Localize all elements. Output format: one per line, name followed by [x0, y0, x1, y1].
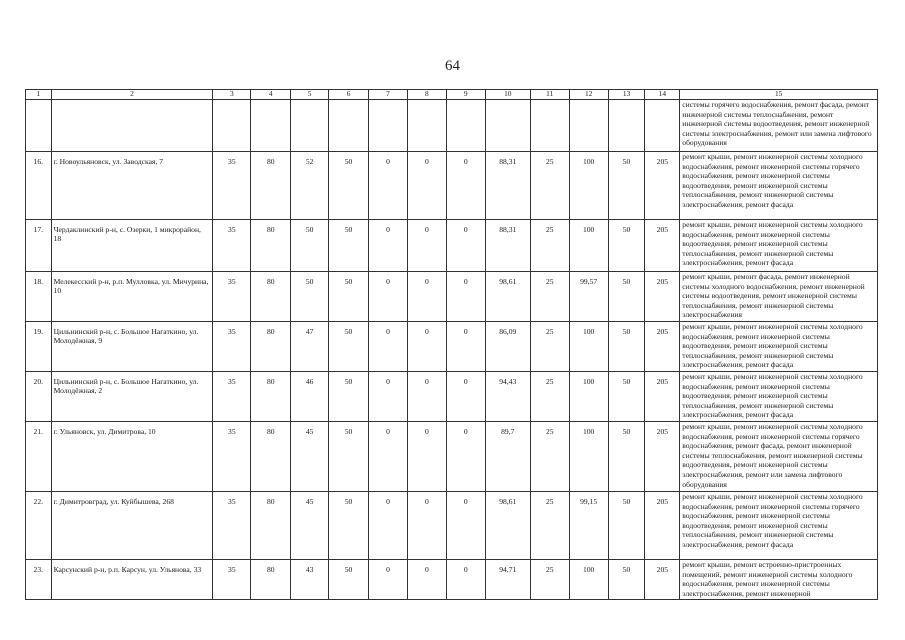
value-cell: 50 [291, 220, 329, 272]
value-cell [213, 100, 251, 152]
value-cell: 47 [291, 322, 329, 372]
value-cell: 100 [569, 560, 608, 600]
works-cell: ремонт крыши, ремонт инженерной системы холодного водоснабжения, ремонт инженерной системы горячего водоснабжения, ремонт инженерной системы водоотведения, ремонт инженерной системы теплоснабжения, ремонт инженерной системы электроснабжения, ремонт фасада [680, 152, 878, 220]
value-cell: 99,15 [569, 492, 608, 560]
value-cell: 25 [530, 272, 569, 322]
value-cell: 0 [407, 372, 446, 422]
value-cell: 80 [251, 560, 291, 600]
value-cell: 50 [329, 492, 369, 560]
row-number-cell: 20. [26, 372, 52, 422]
value-cell: 50 [608, 272, 645, 322]
value-cell: 205 [645, 422, 680, 492]
value-cell: 205 [645, 560, 680, 600]
value-cell: 50 [329, 272, 369, 322]
value-cell: 0 [446, 322, 485, 372]
value-cell: 50 [608, 560, 645, 600]
row-number-cell: 19. [26, 322, 52, 372]
value-cell: 86,09 [485, 322, 530, 372]
value-cell [329, 100, 369, 152]
column-header: 7 [369, 90, 408, 100]
value-cell: 0 [446, 220, 485, 272]
value-cell: 100 [569, 372, 608, 422]
works-cell: ремонт крыши, ремонт инженерной системы холодного водоснабжения, ремонт инженерной системы горячего водоснабжения, ремонт инженерной системы водоотведения, ремонт инженерной системы теплоснабжения, ремонт инженерной системы электроснабжения, ремонт фасада [680, 492, 878, 560]
value-cell: 0 [369, 272, 408, 322]
value-cell [291, 100, 329, 152]
page-number: 64 [445, 58, 460, 74]
value-cell: 0 [369, 560, 408, 600]
value-cell: 25 [530, 560, 569, 600]
column-header: 2 [51, 90, 213, 100]
value-cell: 35 [213, 492, 251, 560]
value-cell: 0 [446, 272, 485, 322]
column-header: 13 [608, 90, 645, 100]
value-cell: 35 [213, 422, 251, 492]
value-cell: 25 [530, 152, 569, 220]
value-cell: 35 [213, 220, 251, 272]
row-number-cell: 23. [26, 560, 52, 600]
value-cell: 0 [369, 152, 408, 220]
table-row [26, 100, 878, 152]
value-cell: 94,43 [485, 372, 530, 422]
value-cell: 88,31 [485, 220, 530, 272]
value-cell: 80 [251, 152, 291, 220]
value-cell [485, 100, 530, 152]
value-cell: 0 [407, 220, 446, 272]
column-header: 11 [530, 90, 569, 100]
works-cell: ремонт крыши, ремонт встроенно-пристроенных помещений, ремонт инженерной системы холодного водоснабжения, ремонт инженерной системы электроснабжения, ремонт инженерной [680, 560, 878, 600]
row-number-cell [26, 100, 52, 152]
value-cell: 50 [608, 372, 645, 422]
value-cell: 100 [569, 152, 608, 220]
value-cell: 100 [569, 220, 608, 272]
value-cell: 88,31 [485, 152, 530, 220]
value-cell: 205 [645, 220, 680, 272]
works-cell: ремонт крыши, ремонт инженерной системы холодного водоснабжения, ремонт инженерной системы горячего водоснабжения, ремонт фасада, ремонт инженерной системы теплоснабжения, ремонт инженерной системы водоотведения, ремонт инженерной системы электроснабжения, ремонт или замена лифтового оборудования [680, 422, 878, 492]
table-row [26, 220, 878, 272]
column-header-row [26, 90, 878, 100]
value-cell: 80 [251, 220, 291, 272]
value-cell: 50 [329, 422, 369, 492]
row-number-cell: 17. [26, 220, 52, 272]
value-cell [645, 100, 680, 152]
value-cell: 0 [369, 220, 408, 272]
value-cell: 50 [608, 422, 645, 492]
value-cell: 0 [369, 322, 408, 372]
value-cell: 50 [608, 152, 645, 220]
table-row [26, 560, 878, 600]
row-number-cell: 18. [26, 272, 52, 322]
value-cell: 25 [530, 372, 569, 422]
value-cell: 35 [213, 560, 251, 600]
value-cell [446, 100, 485, 152]
value-cell: 80 [251, 372, 291, 422]
value-cell: 25 [530, 422, 569, 492]
value-cell: 0 [407, 322, 446, 372]
value-cell: 205 [645, 152, 680, 220]
value-cell: 94,71 [485, 560, 530, 600]
value-cell [251, 100, 291, 152]
value-cell: 46 [291, 372, 329, 422]
value-cell: 50 [329, 220, 369, 272]
value-cell: 80 [251, 492, 291, 560]
works-cell: ремонт крыши, ремонт инженерной системы холодного водоснабжения, ремонт инженерной системы водоотведения, ремонт инженерной системы теплоснабжения, ремонт инженерной системы электроснабжения, ремонт фасада [680, 372, 878, 422]
value-cell: 80 [251, 272, 291, 322]
column-header: 5 [291, 90, 329, 100]
value-cell: 0 [446, 422, 485, 492]
table-row [26, 372, 878, 422]
value-cell: 0 [407, 272, 446, 322]
value-cell [569, 100, 608, 152]
address-cell: Чердаклинский р-н, с. Озерки, 1 микрорайон, 18 [51, 220, 213, 272]
value-cell [608, 100, 645, 152]
value-cell: 80 [251, 422, 291, 492]
value-cell: 98,61 [485, 272, 530, 322]
value-cell: 205 [645, 372, 680, 422]
value-cell: 25 [530, 492, 569, 560]
value-cell: 0 [407, 560, 446, 600]
address-cell: Цильнинский р-н, с. Большое Нагаткино, ул. Молодёжная, 9 [51, 322, 213, 372]
value-cell: 100 [569, 322, 608, 372]
value-cell: 0 [407, 422, 446, 492]
value-cell: 0 [369, 372, 408, 422]
row-number-cell: 21. [26, 422, 52, 492]
value-cell: 25 [530, 220, 569, 272]
value-cell: 100 [569, 422, 608, 492]
table-row [26, 492, 878, 560]
address-cell: Мелекесский р-н, р.п. Мулловка, ул. Мичурина, 10 [51, 272, 213, 322]
column-header: 10 [485, 90, 530, 100]
value-cell: 25 [530, 322, 569, 372]
value-cell: 35 [213, 272, 251, 322]
value-cell: 99,57 [569, 272, 608, 322]
address-cell [51, 100, 213, 152]
row-number-cell: 16. [26, 152, 52, 220]
row-number-cell: 22. [26, 492, 52, 560]
value-cell: 0 [446, 560, 485, 600]
works-cell: ремонт крыши, ремонт инженерной системы холодного водоснабжения, ремонт инженерной системы водоотведения, ремонт инженерной системы теплоснабжения, ремонт инженерной системы электроснабжения, ремонт фасада [680, 220, 878, 272]
value-cell: 98,61 [485, 492, 530, 560]
address-cell: Карсунский р-н, р.п. Карсун, ул. Ульянова, 33 [51, 560, 213, 600]
value-cell [407, 100, 446, 152]
table-row [26, 322, 878, 372]
column-header: 14 [645, 90, 680, 100]
column-header: 12 [569, 90, 608, 100]
value-cell: 0 [407, 492, 446, 560]
value-cell: 205 [645, 322, 680, 372]
works-cell: системы горячего водоснабжения, ремонт фасада, ремонт инженерной системы теплоснабжения, ремонт инженерной системы водоотведения, ремонт инженерной системы электроснабжения, ремонт или замена лифтового оборудования [680, 100, 878, 152]
value-cell: 50 [329, 560, 369, 600]
value-cell: 50 [329, 372, 369, 422]
value-cell [530, 100, 569, 152]
works-cell: ремонт крыши, ремонт фасада, ремонт инженерной системы холодного водоснабжения, ремонт инженерной системы водоотведения, ремонт инженерной системы теплоснабжения, ремонт инженерной системы электроснабжения [680, 272, 878, 322]
value-cell: 205 [645, 272, 680, 322]
value-cell: 50 [608, 492, 645, 560]
value-cell: 35 [213, 152, 251, 220]
value-cell: 43 [291, 560, 329, 600]
column-header: 8 [407, 90, 446, 100]
value-cell: 50 [329, 152, 369, 220]
value-cell: 52 [291, 152, 329, 220]
address-cell: г. Ульяновск, ул. Димитрова, 10 [51, 422, 213, 492]
value-cell: 35 [213, 372, 251, 422]
column-header: 1 [26, 90, 52, 100]
column-header: 4 [251, 90, 291, 100]
table-row [26, 272, 878, 322]
value-cell: 0 [369, 422, 408, 492]
value-cell: 205 [645, 492, 680, 560]
value-cell: 50 [329, 322, 369, 372]
value-cell: 45 [291, 492, 329, 560]
registry-table [25, 89, 878, 600]
value-cell: 50 [291, 272, 329, 322]
column-header: 6 [329, 90, 369, 100]
address-cell: г. Новоульяновск, ул. Заводская, 7 [51, 152, 213, 220]
value-cell: 0 [446, 152, 485, 220]
value-cell: 0 [446, 372, 485, 422]
works-cell: ремонт крыши, ремонт инженерной системы холодного водоснабжения, ремонт инженерной системы водоотведения, ремонт инженерной системы теплоснабжения, ремонт инженерной системы электроснабжения, ремонт фасада [680, 322, 878, 372]
value-cell: 50 [608, 220, 645, 272]
column-header: 9 [446, 90, 485, 100]
address-cell: г. Димитровград, ул. Куйбышева, 268 [51, 492, 213, 560]
value-cell: 45 [291, 422, 329, 492]
value-cell: 80 [251, 322, 291, 372]
value-cell: 0 [369, 492, 408, 560]
value-cell: 0 [407, 152, 446, 220]
table-row [26, 422, 878, 492]
address-cell: Цильнинский р-н, с. Большое Нагаткино, ул. Молодёжная, 2 [51, 372, 213, 422]
table-row [26, 152, 878, 220]
value-cell: 0 [446, 492, 485, 560]
value-cell: 50 [608, 322, 645, 372]
column-header: 3 [213, 90, 251, 100]
value-cell: 35 [213, 322, 251, 372]
column-header: 15 [680, 90, 878, 100]
value-cell [369, 100, 408, 152]
value-cell: 89,7 [485, 422, 530, 492]
